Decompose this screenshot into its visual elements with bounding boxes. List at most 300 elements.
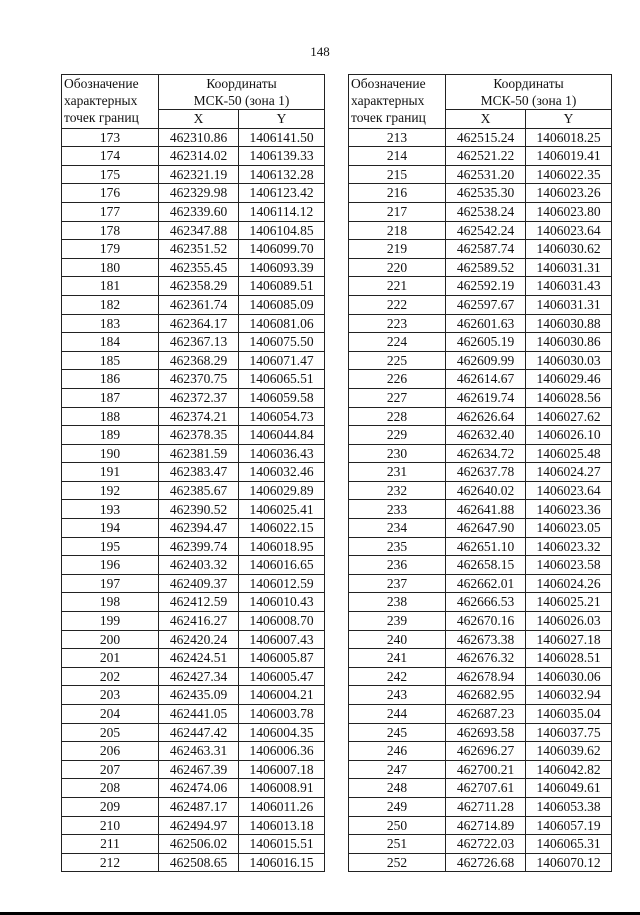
y-coordinate-cell: 1406031.43 — [526, 277, 612, 296]
x-coordinate-cell: 462370.75 — [159, 370, 239, 389]
table-row — [62, 295, 325, 314]
x-coordinate-cell: 462494.97 — [159, 816, 239, 835]
point-id-cell: 217 — [349, 202, 446, 221]
y-coordinate-cell: 1406022.15 — [239, 519, 325, 538]
x-coordinate-cell: 462409.37 — [159, 574, 239, 593]
point-id-cell: 252 — [349, 853, 446, 872]
x-coordinate-cell: 462714.89 — [446, 816, 526, 835]
designation-header-line: Обозначение — [351, 76, 426, 91]
table-row — [62, 128, 325, 147]
x-coordinate-cell: 462700.21 — [446, 760, 526, 779]
x-coordinate-cell: 462531.20 — [446, 165, 526, 184]
y-coordinate-cell: 1406015.51 — [239, 835, 325, 854]
point-id-cell: 242 — [349, 667, 446, 686]
table-row — [62, 797, 325, 816]
point-id-cell: 198 — [62, 593, 159, 612]
table-row — [349, 779, 612, 798]
y-coordinate-cell: 1406032.46 — [239, 463, 325, 482]
y-coordinate-cell: 1406023.26 — [526, 184, 612, 203]
x-coordinate-cell: 462632.40 — [446, 426, 526, 445]
point-id-cell: 206 — [62, 742, 159, 761]
x-coordinate-cell: 462696.27 — [446, 742, 526, 761]
table-row — [62, 519, 325, 538]
y-coordinate-cell: 1406104.85 — [239, 221, 325, 240]
table-row — [62, 277, 325, 296]
y-coordinate-cell: 1406075.50 — [239, 333, 325, 352]
y-coordinate-cell: 1406114.12 — [239, 202, 325, 221]
point-id-cell: 208 — [62, 779, 159, 798]
point-id-cell: 179 — [62, 240, 159, 259]
table-row — [349, 258, 612, 277]
point-id-cell: 203 — [62, 686, 159, 705]
table-row — [62, 686, 325, 705]
x-coordinate-cell: 462673.38 — [446, 630, 526, 649]
point-id-cell: 213 — [349, 128, 446, 147]
coordinates-table-right — [348, 74, 612, 872]
y-coordinate-cell: 1406018.95 — [239, 537, 325, 556]
y-coordinate-cell: 1406023.64 — [526, 221, 612, 240]
table-row — [349, 742, 612, 761]
point-id-cell: 215 — [349, 165, 446, 184]
table-row — [62, 723, 325, 742]
table-row — [62, 500, 325, 519]
table-row — [62, 240, 325, 259]
point-id-cell: 223 — [349, 314, 446, 333]
point-id-cell: 204 — [62, 705, 159, 724]
x-coordinate-cell: 462420.24 — [159, 630, 239, 649]
table-row — [349, 128, 612, 147]
table-row — [349, 388, 612, 407]
point-id-cell: 190 — [62, 444, 159, 463]
y-coordinate-cell: 1406036.43 — [239, 444, 325, 463]
y-coordinate-cell: 1406023.32 — [526, 537, 612, 556]
y-column-header: Y — [526, 110, 612, 129]
table-row — [62, 333, 325, 352]
y-coordinate-cell: 1406081.06 — [239, 314, 325, 333]
x-coordinate-cell: 462587.74 — [446, 240, 526, 259]
x-coordinate-cell: 462441.05 — [159, 705, 239, 724]
table-row — [62, 742, 325, 761]
designation-header-line: Обозначение — [64, 76, 139, 91]
point-id-cell: 230 — [349, 444, 446, 463]
y-coordinate-cell: 1406008.70 — [239, 612, 325, 631]
y-coordinate-cell: 1406099.70 — [239, 240, 325, 259]
point-id-cell: 250 — [349, 816, 446, 835]
point-id-cell: 249 — [349, 797, 446, 816]
table-row — [349, 705, 612, 724]
table-row — [349, 407, 612, 426]
point-id-cell: 225 — [349, 351, 446, 370]
x-coordinate-cell: 462687.23 — [446, 705, 526, 724]
x-coordinate-cell: 462378.35 — [159, 426, 239, 445]
point-id-cell: 247 — [349, 760, 446, 779]
table-row — [62, 370, 325, 389]
point-id-cell: 226 — [349, 370, 446, 389]
y-coordinate-cell: 1406019.41 — [526, 147, 612, 166]
y-coordinate-cell: 1406007.43 — [239, 630, 325, 649]
x-coordinate-cell: 462542.24 — [446, 221, 526, 240]
table-row — [349, 351, 612, 370]
x-coordinate-cell: 462424.51 — [159, 649, 239, 668]
table-row — [62, 537, 325, 556]
x-coordinate-cell: 462614.67 — [446, 370, 526, 389]
table-row — [349, 500, 612, 519]
y-coordinate-cell: 1406029.46 — [526, 370, 612, 389]
point-id-cell: 173 — [62, 128, 159, 147]
table-row — [62, 463, 325, 482]
point-id-cell: 221 — [349, 277, 446, 296]
point-id-cell: 219 — [349, 240, 446, 259]
table-row — [349, 202, 612, 221]
point-id-cell: 192 — [62, 481, 159, 500]
point-id-cell: 205 — [62, 723, 159, 742]
x-column-header: X — [446, 110, 526, 129]
y-coordinate-cell: 1406008.91 — [239, 779, 325, 798]
table-row — [349, 426, 612, 445]
point-id-cell: 197 — [62, 574, 159, 593]
table-row — [349, 240, 612, 259]
point-id-cell: 233 — [349, 500, 446, 519]
point-id-cell: 211 — [62, 835, 159, 854]
table-row — [62, 593, 325, 612]
x-coordinate-cell: 462463.31 — [159, 742, 239, 761]
table-row — [349, 537, 612, 556]
y-coordinate-cell: 1406004.35 — [239, 723, 325, 742]
y-coordinate-cell: 1406016.65 — [239, 556, 325, 575]
point-id-cell: 185 — [62, 351, 159, 370]
coordinates-header — [159, 75, 325, 110]
y-coordinate-cell: 1406030.62 — [526, 240, 612, 259]
point-id-cell: 189 — [62, 426, 159, 445]
x-coordinate-cell: 462314.02 — [159, 147, 239, 166]
x-coordinate-cell: 462467.39 — [159, 760, 239, 779]
x-coordinate-cell: 462364.17 — [159, 314, 239, 333]
table-row — [349, 463, 612, 482]
table-row — [62, 816, 325, 835]
x-coordinate-cell: 462521.22 — [446, 147, 526, 166]
y-coordinate-cell: 1406025.21 — [526, 593, 612, 612]
table-row — [349, 165, 612, 184]
y-coordinate-cell: 1406053.38 — [526, 797, 612, 816]
y-coordinate-cell: 1406030.03 — [526, 351, 612, 370]
x-coordinate-cell: 462368.29 — [159, 351, 239, 370]
y-coordinate-cell: 1406025.41 — [239, 500, 325, 519]
x-coordinate-cell: 462329.98 — [159, 184, 239, 203]
table-row — [349, 853, 612, 872]
x-coordinate-cell: 462416.27 — [159, 612, 239, 631]
y-coordinate-cell: 1406005.87 — [239, 649, 325, 668]
y-coordinate-cell: 1406044.84 — [239, 426, 325, 445]
y-coordinate-cell: 1406057.19 — [526, 816, 612, 835]
point-id-cell: 235 — [349, 537, 446, 556]
table-row — [349, 519, 612, 538]
point-id-cell: 181 — [62, 277, 159, 296]
point-id-cell: 201 — [62, 649, 159, 668]
point-id-cell: 202 — [62, 667, 159, 686]
table-row — [349, 314, 612, 333]
point-id-cell: 218 — [349, 221, 446, 240]
point-id-cell: 210 — [62, 816, 159, 835]
y-coordinate-cell: 1406030.88 — [526, 314, 612, 333]
y-coordinate-cell: 1406016.15 — [239, 853, 325, 872]
point-id-cell: 193 — [62, 500, 159, 519]
point-id-cell: 177 — [62, 202, 159, 221]
point-id-cell: 212 — [62, 853, 159, 872]
x-coordinate-cell: 462626.64 — [446, 407, 526, 426]
table-row — [349, 686, 612, 705]
y-coordinate-cell: 1406004.21 — [239, 686, 325, 705]
x-coordinate-cell: 462372.37 — [159, 388, 239, 407]
point-id-cell: 188 — [62, 407, 159, 426]
point-id-cell: 244 — [349, 705, 446, 724]
y-coordinate-cell: 1406039.62 — [526, 742, 612, 761]
x-coordinate-cell: 462601.63 — [446, 314, 526, 333]
point-id-cell: 216 — [349, 184, 446, 203]
table-row — [62, 779, 325, 798]
table-row — [349, 147, 612, 166]
table-row — [62, 630, 325, 649]
table-row — [62, 258, 325, 277]
coordinates-table-left — [61, 74, 325, 872]
table-row — [349, 481, 612, 500]
table-row — [62, 147, 325, 166]
y-coordinate-cell: 1406013.18 — [239, 816, 325, 835]
y-coordinate-cell: 1406010.43 — [239, 593, 325, 612]
x-coordinate-cell: 462535.30 — [446, 184, 526, 203]
point-id-cell: 194 — [62, 519, 159, 538]
y-coordinate-cell: 1406049.61 — [526, 779, 612, 798]
point-id-cell: 232 — [349, 481, 446, 500]
table-row — [349, 816, 612, 835]
y-coordinate-cell: 1406031.31 — [526, 295, 612, 314]
y-column-header: Y — [239, 110, 325, 129]
x-coordinate-cell: 462383.47 — [159, 463, 239, 482]
point-id-cell: 187 — [62, 388, 159, 407]
x-coordinate-cell: 462670.16 — [446, 612, 526, 631]
y-coordinate-cell: 1406026.10 — [526, 426, 612, 445]
x-coordinate-cell: 462435.09 — [159, 686, 239, 705]
point-id-cell: 245 — [349, 723, 446, 742]
x-coordinate-cell: 462619.74 — [446, 388, 526, 407]
designation-header — [62, 75, 159, 129]
x-coordinate-cell: 462403.32 — [159, 556, 239, 575]
x-coordinate-cell: 462321.19 — [159, 165, 239, 184]
x-coordinate-cell: 462508.65 — [159, 853, 239, 872]
point-id-cell: 228 — [349, 407, 446, 426]
y-coordinate-cell: 1406006.36 — [239, 742, 325, 761]
table-row — [349, 574, 612, 593]
point-id-cell: 178 — [62, 221, 159, 240]
x-coordinate-cell: 462347.88 — [159, 221, 239, 240]
y-coordinate-cell: 1406011.26 — [239, 797, 325, 816]
x-coordinate-cell: 462682.95 — [446, 686, 526, 705]
point-id-cell: 229 — [349, 426, 446, 445]
y-coordinate-cell: 1406035.04 — [526, 705, 612, 724]
x-coordinate-cell: 462412.59 — [159, 593, 239, 612]
table-row — [349, 221, 612, 240]
point-id-cell: 241 — [349, 649, 446, 668]
table-row — [349, 333, 612, 352]
point-id-cell: 175 — [62, 165, 159, 184]
table-row — [349, 184, 612, 203]
point-id-cell: 227 — [349, 388, 446, 407]
point-id-cell: 236 — [349, 556, 446, 575]
x-coordinate-cell: 462722.03 — [446, 835, 526, 854]
table-row — [349, 630, 612, 649]
designation-header-line: точек границ — [351, 110, 426, 125]
y-coordinate-cell: 1406018.25 — [526, 128, 612, 147]
point-id-cell: 248 — [349, 779, 446, 798]
y-coordinate-cell: 1406093.39 — [239, 258, 325, 277]
point-id-cell: 180 — [62, 258, 159, 277]
coordinates-header — [446, 75, 612, 110]
y-coordinate-cell: 1406023.36 — [526, 500, 612, 519]
table-row — [62, 667, 325, 686]
y-coordinate-cell: 1406007.18 — [239, 760, 325, 779]
page-number: 148 — [310, 44, 330, 59]
point-id-cell: 184 — [62, 333, 159, 352]
x-coordinate-cell: 462609.99 — [446, 351, 526, 370]
x-coordinate-cell: 462647.90 — [446, 519, 526, 538]
table-row — [349, 277, 612, 296]
table-row — [349, 797, 612, 816]
x-coordinate-cell: 462693.58 — [446, 723, 526, 742]
y-coordinate-cell: 1406032.94 — [526, 686, 612, 705]
table-row — [62, 426, 325, 445]
point-id-cell: 214 — [349, 147, 446, 166]
coordinates-header-line: МСК-50 (зона 1) — [480, 93, 577, 108]
point-id-cell: 196 — [62, 556, 159, 575]
point-id-cell: 176 — [62, 184, 159, 203]
table-row — [62, 221, 325, 240]
point-id-cell: 238 — [349, 593, 446, 612]
x-coordinate-cell: 462726.68 — [446, 853, 526, 872]
table-row — [349, 760, 612, 779]
y-coordinate-cell: 1406065.51 — [239, 370, 325, 389]
x-coordinate-cell: 462515.24 — [446, 128, 526, 147]
table-row — [62, 612, 325, 631]
x-coordinate-cell: 462592.19 — [446, 277, 526, 296]
x-coordinate-cell: 462637.78 — [446, 463, 526, 482]
x-coordinate-cell: 462707.61 — [446, 779, 526, 798]
y-coordinate-cell: 1406027.62 — [526, 407, 612, 426]
point-id-cell: 243 — [349, 686, 446, 705]
x-coordinate-cell: 462339.60 — [159, 202, 239, 221]
x-coordinate-cell: 462658.15 — [446, 556, 526, 575]
table-row — [349, 667, 612, 686]
table-row — [62, 760, 325, 779]
y-coordinate-cell: 1406139.33 — [239, 147, 325, 166]
x-coordinate-cell: 462589.52 — [446, 258, 526, 277]
y-coordinate-cell: 1406085.09 — [239, 295, 325, 314]
left-table-body — [62, 128, 325, 872]
table-row — [349, 556, 612, 575]
designation-header-line: точек границ — [64, 110, 139, 125]
point-id-cell: 224 — [349, 333, 446, 352]
y-coordinate-cell: 1406030.06 — [526, 667, 612, 686]
y-coordinate-cell: 1406023.58 — [526, 556, 612, 575]
designation-header — [349, 75, 446, 129]
x-coordinate-cell: 462374.21 — [159, 407, 239, 426]
point-id-cell: 251 — [349, 835, 446, 854]
x-coordinate-cell: 462385.67 — [159, 481, 239, 500]
x-coordinate-cell: 462351.52 — [159, 240, 239, 259]
table-row — [349, 444, 612, 463]
y-coordinate-cell: 1406024.26 — [526, 574, 612, 593]
x-coordinate-cell: 462597.67 — [446, 295, 526, 314]
coordinates-header-line: МСК-50 (зона 1) — [193, 93, 290, 108]
x-coordinate-cell: 462651.10 — [446, 537, 526, 556]
point-id-cell: 239 — [349, 612, 446, 631]
y-coordinate-cell: 1406031.31 — [526, 258, 612, 277]
table-row — [349, 723, 612, 742]
table-row — [349, 835, 612, 854]
y-coordinate-cell: 1406054.73 — [239, 407, 325, 426]
x-coordinate-cell: 462367.13 — [159, 333, 239, 352]
x-coordinate-cell: 462662.01 — [446, 574, 526, 593]
point-id-cell: 222 — [349, 295, 446, 314]
y-coordinate-cell: 1406065.31 — [526, 835, 612, 854]
y-coordinate-cell: 1406089.51 — [239, 277, 325, 296]
point-id-cell: 231 — [349, 463, 446, 482]
table-row — [62, 835, 325, 854]
table-row — [62, 165, 325, 184]
y-coordinate-cell: 1406132.28 — [239, 165, 325, 184]
point-id-cell: 220 — [349, 258, 446, 277]
table-row — [62, 574, 325, 593]
table-row — [349, 649, 612, 668]
x-coordinate-cell: 462538.24 — [446, 202, 526, 221]
table-row — [62, 202, 325, 221]
y-coordinate-cell: 1406012.59 — [239, 574, 325, 593]
point-id-cell: 191 — [62, 463, 159, 482]
table-row — [62, 649, 325, 668]
x-coordinate-cell: 462506.02 — [159, 835, 239, 854]
point-id-cell: 209 — [62, 797, 159, 816]
y-coordinate-cell: 1406005.47 — [239, 667, 325, 686]
point-id-cell: 237 — [349, 574, 446, 593]
table-row — [349, 370, 612, 389]
x-coordinate-cell: 462678.94 — [446, 667, 526, 686]
table-row — [62, 444, 325, 463]
y-coordinate-cell: 1406028.51 — [526, 649, 612, 668]
point-id-cell: 182 — [62, 295, 159, 314]
point-id-cell: 183 — [62, 314, 159, 333]
y-coordinate-cell: 1406028.56 — [526, 388, 612, 407]
point-id-cell: 234 — [349, 519, 446, 538]
x-coordinate-cell: 462390.52 — [159, 500, 239, 519]
x-coordinate-cell: 462310.86 — [159, 128, 239, 147]
y-coordinate-cell: 1406141.50 — [239, 128, 325, 147]
x-coordinate-cell: 462605.19 — [446, 333, 526, 352]
x-coordinate-cell: 462634.72 — [446, 444, 526, 463]
x-coordinate-cell: 462474.06 — [159, 779, 239, 798]
y-coordinate-cell: 1406029.89 — [239, 481, 325, 500]
table-row — [62, 705, 325, 724]
y-coordinate-cell: 1406023.80 — [526, 202, 612, 221]
y-coordinate-cell: 1406042.82 — [526, 760, 612, 779]
y-coordinate-cell: 1406123.42 — [239, 184, 325, 203]
designation-header-line: характерных — [351, 93, 425, 108]
table-row — [62, 556, 325, 575]
y-coordinate-cell: 1406023.05 — [526, 519, 612, 538]
y-coordinate-cell: 1406037.75 — [526, 723, 612, 742]
y-coordinate-cell: 1406059.58 — [239, 388, 325, 407]
x-coordinate-cell: 462399.74 — [159, 537, 239, 556]
x-coordinate-cell: 462666.53 — [446, 593, 526, 612]
y-coordinate-cell: 1406023.64 — [526, 481, 612, 500]
x-coordinate-cell: 462447.42 — [159, 723, 239, 742]
